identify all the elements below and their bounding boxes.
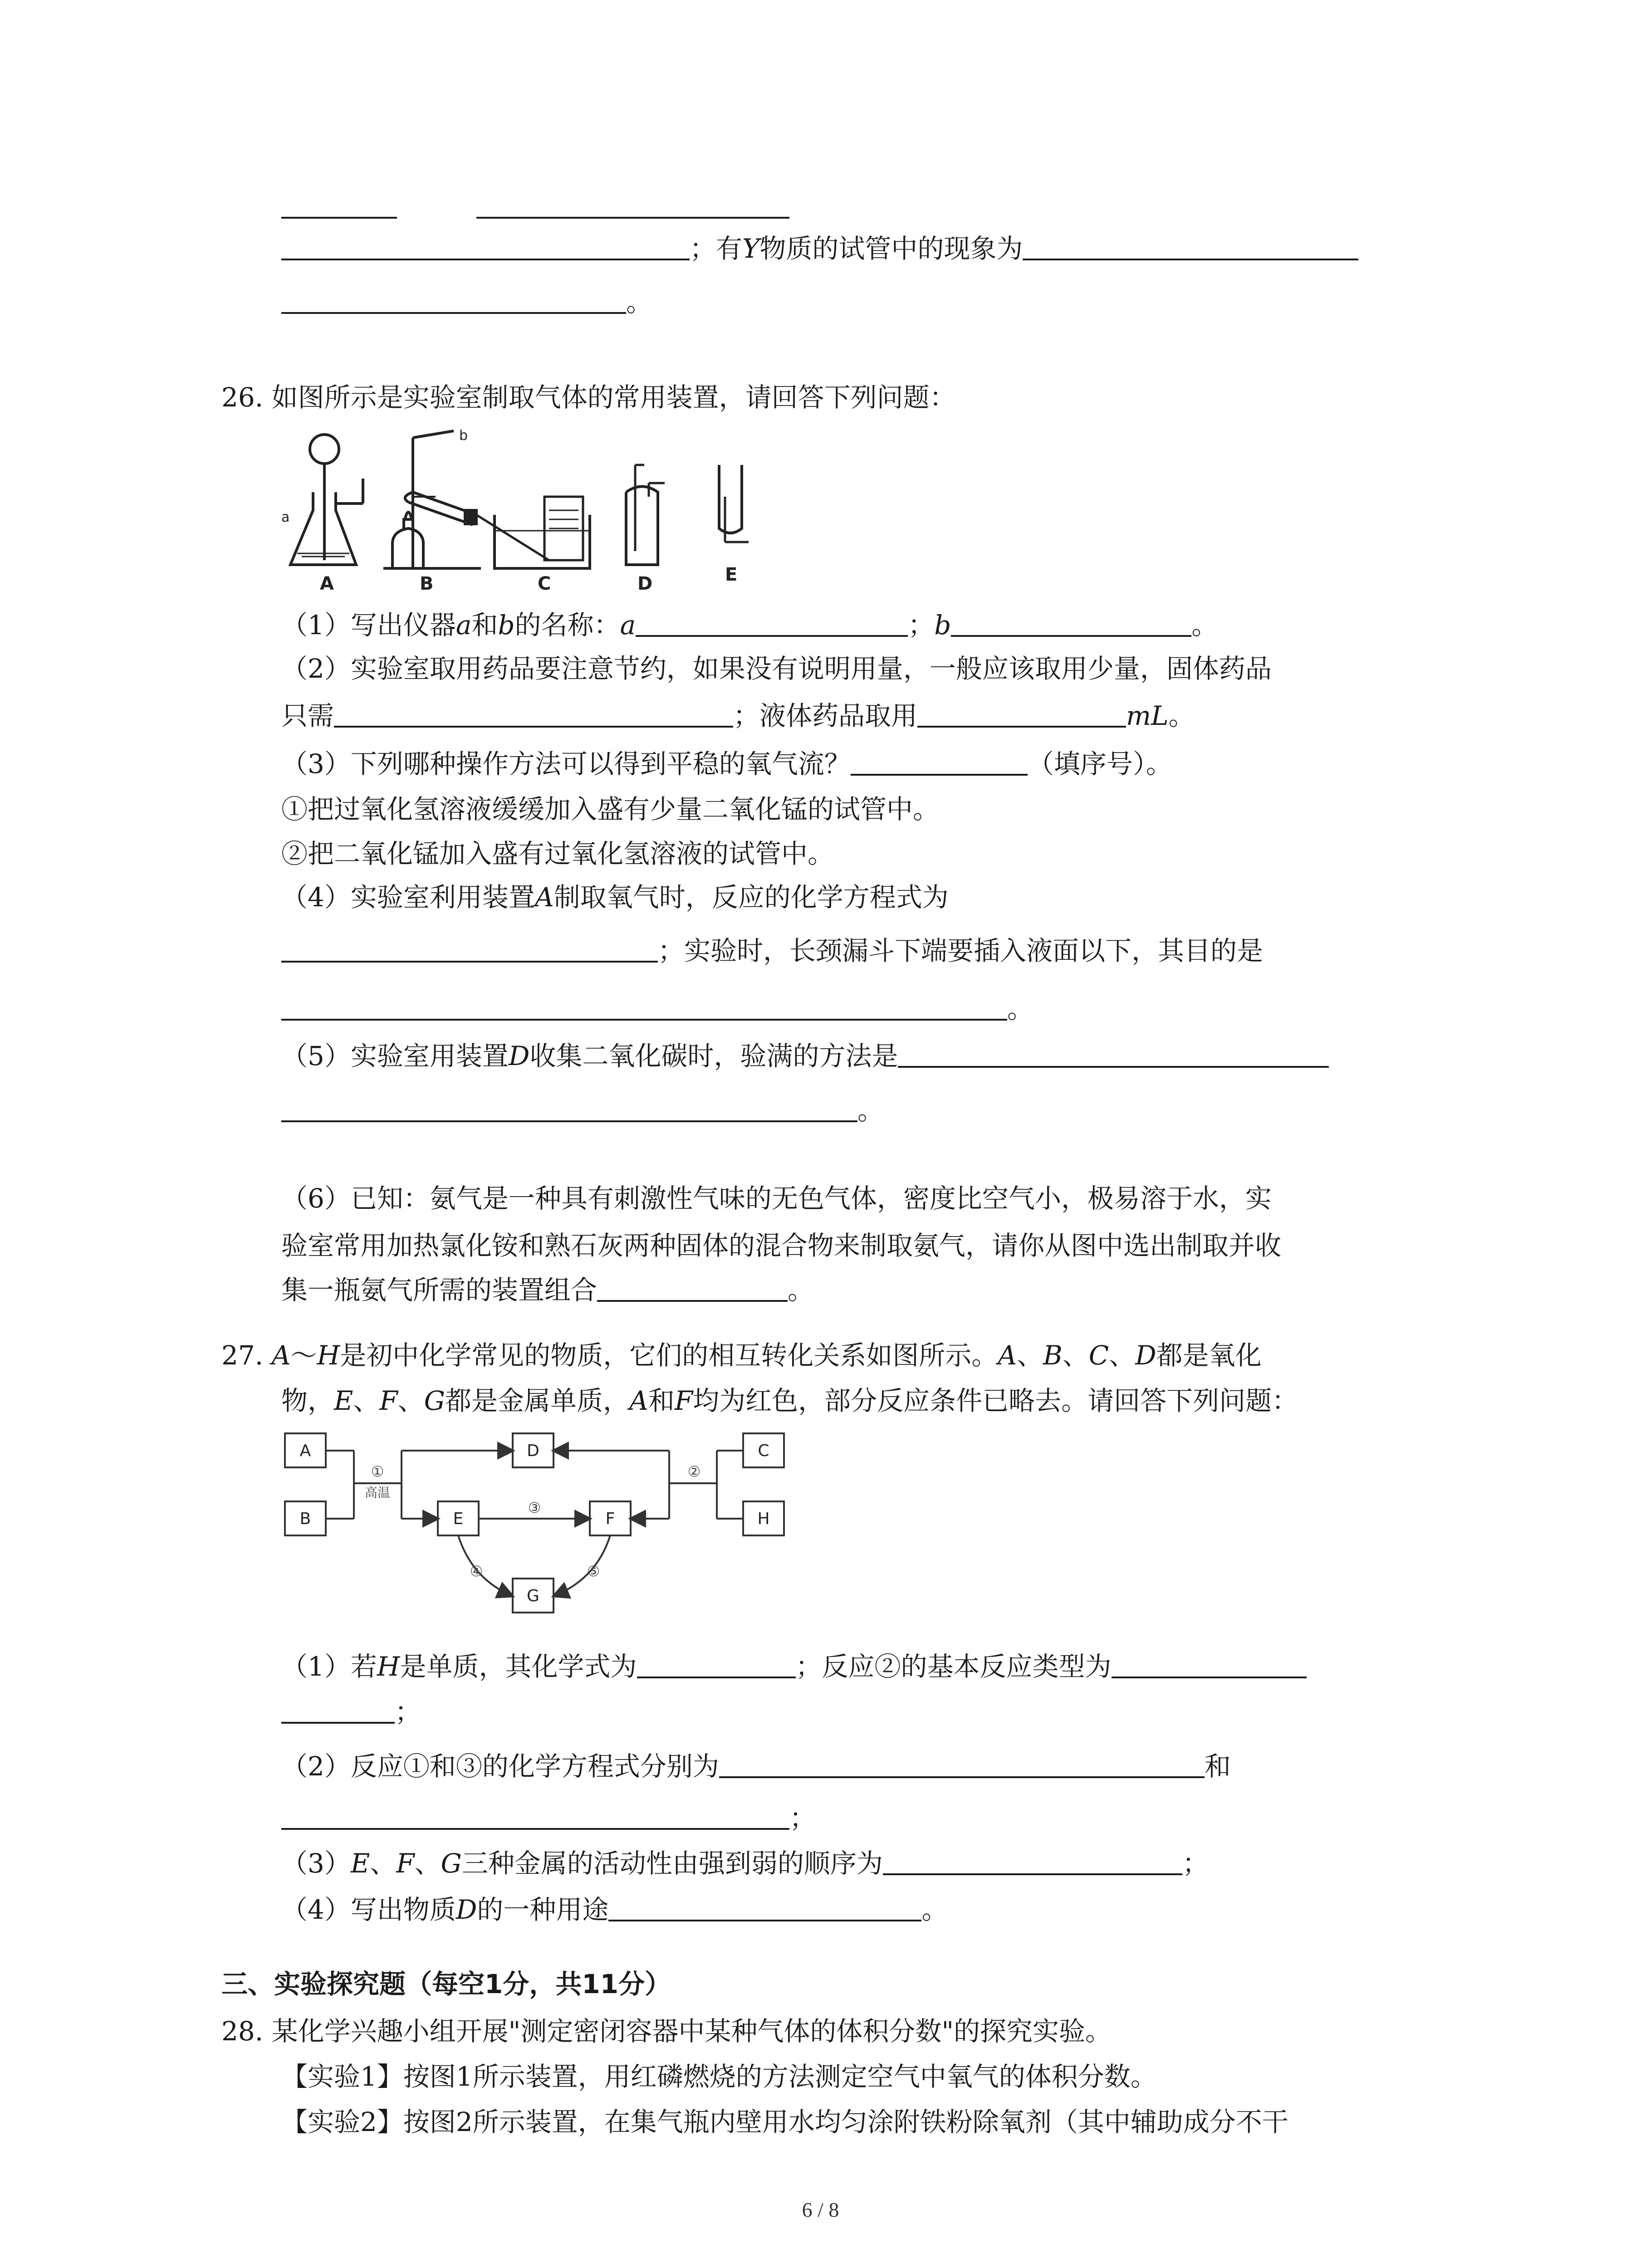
figure-label: A	[320, 573, 334, 592]
q26-part6-line2: 验室常用加热氯化铵和熟石灰两种固体的混合物来制取氨气，请你从图中选出制取并收	[281, 1230, 1282, 1261]
edge-label: ④	[470, 1563, 483, 1580]
answer-blank[interactable]	[281, 1801, 789, 1830]
q27-part4: （4）写出物质D的一种用途 。	[281, 1892, 948, 1927]
edge-label: ①	[371, 1463, 384, 1480]
q28-line3: 【实验2】按图2所示装置，在集气瓶内壁用水均匀涂附铁粉除氧剂（其中辅助成分不干	[281, 2107, 1288, 2137]
figure-label: C	[538, 573, 551, 592]
text: 。	[626, 287, 653, 318]
answer-blank[interactable]	[951, 608, 1191, 637]
q28-line2: 【实验1】按图1所示装置，用红磷燃烧的方法测定空气中氧气的体积分数。	[281, 2061, 1157, 2092]
answer-blank[interactable]	[608, 1892, 921, 1921]
edge-label: 高温	[364, 1485, 391, 1500]
q27-part1-line1: （1）若H是单质，其化学式为 ；反应②的基本反应类型为	[281, 1649, 1307, 1684]
q26-option1: ①把过氧化氢溶液缓缓加入盛有少量二氧化锰的试管中。	[281, 794, 940, 825]
answer-blank[interactable]	[281, 231, 690, 260]
q26-part2-line2: 只需 ；液体药品取用 mL。	[281, 699, 1195, 733]
node-E: E	[453, 1510, 464, 1528]
q27-stem-line1: 27. A～H是初中化学常见的物质，它们的相互转化关系如图所示。A、B、C、D都是氧化	[221, 1340, 1262, 1371]
answer-blank[interactable]	[636, 608, 908, 637]
edge-label: ③	[528, 1499, 541, 1516]
figure-small-label: b	[459, 428, 468, 444]
q26-part1: （1）写出仪器a和b的名称：a ；b 。	[281, 608, 1218, 642]
node-H: H	[757, 1510, 770, 1528]
node-B: B	[299, 1510, 311, 1528]
answer-blank[interactable]	[917, 699, 1126, 728]
node-D: D	[527, 1442, 539, 1460]
q27-part3: （3）E、F、G三种金属的活动性由强到弱的顺序为 ；	[281, 1846, 1209, 1881]
page-number: 6 / 8	[802, 2198, 839, 2221]
q26-stem: 26. 如图所示是实验室制取气体的常用装置，请回答下列问题：	[221, 382, 956, 413]
answer-blank[interactable]	[334, 699, 733, 728]
q26-part5-line2: 。	[281, 1093, 884, 1128]
node-A: A	[299, 1442, 311, 1460]
q27-part1-line2: ；	[281, 1695, 421, 1729]
answer-blank[interactable]	[597, 1273, 788, 1302]
q25-line3	[281, 285, 652, 319]
figure-label: B	[420, 573, 434, 592]
answer-blank[interactable]	[637, 1649, 796, 1678]
q27-stem-line2: 物，E、F、G都是金属单质，A和F均为红色，部分反应条件已略去。请回答下列问题：	[281, 1385, 1298, 1416]
node-C: C	[758, 1442, 769, 1460]
figure-label: E	[725, 564, 738, 585]
q26-part5-line1: （5）实验室用装置D收集二氧化碳时，验满的方法是	[281, 1039, 1329, 1073]
apparatus-figure	[277, 424, 798, 592]
q26-part4-line3: 。	[281, 992, 1034, 1026]
answer-blank[interactable]	[281, 1695, 395, 1724]
answer-blank[interactable]	[851, 747, 1028, 776]
q27-part2-line1: （2）反应①和③的化学方程式分别为 和	[281, 1749, 1231, 1784]
answer-blank[interactable]	[719, 1749, 1205, 1778]
answer-blank[interactable]	[883, 1846, 1182, 1875]
text: 物质的试管中的现象为	[759, 233, 1023, 264]
answer-blank[interactable]	[281, 1093, 857, 1122]
answer-blank[interactable]	[898, 1039, 1329, 1068]
q26-part6-line1: （6）已知：氨气是一种具有刺激性气味的无色气体，密度比空气小，极易溶于水，实	[281, 1183, 1272, 1214]
edge-label: ②	[687, 1463, 701, 1480]
var: Y	[742, 233, 760, 264]
figure-small-label: a	[281, 509, 290, 525]
answer-blank[interactable]	[1112, 1649, 1307, 1678]
q26-part2-line1: （2）实验室取用药品要注意节约，如果没有说明用量，一般应该取用少量，固体药品	[281, 653, 1272, 684]
q26-option2: ②把二氧化锰加入盛有过氧化氢溶液的试管中。	[281, 838, 834, 869]
answer-blank[interactable]	[476, 217, 789, 219]
section-heading: 三、实验探究题（每空1分，共11分）	[221, 1969, 671, 1999]
conversion-diagram	[281, 1429, 794, 1647]
q26-part4-line2: ；实验时，长颈漏斗下端要插入液面以下，其目的是	[281, 934, 1263, 968]
node-G: G	[527, 1587, 539, 1605]
answer-blank[interactable]	[1023, 231, 1358, 260]
answer-blank[interactable]	[281, 217, 397, 219]
q28-line1: 28. 某化学兴趣小组开展"测定密闭容器中某种气体的体积分数"的探究实验。	[221, 2016, 1112, 2047]
q26-part3: （3）下列哪种操作方法可以得到平稳的氧气流？ （填序号）。	[281, 747, 1172, 781]
answer-blank[interactable]	[281, 934, 658, 963]
q27-part2-line2: ；	[281, 1801, 816, 1835]
q26-part6-line3: 集一瓶氨气所需的装置组合 。	[281, 1273, 814, 1307]
edge-label: ⑤	[587, 1563, 600, 1580]
figure-label: D	[637, 573, 653, 592]
q25-line2	[281, 231, 1358, 266]
q26-part4-line1: （4）实验室利用装置A制取氧气时，反应的化学方程式为	[281, 882, 949, 913]
text: ；有	[690, 233, 743, 264]
answer-blank[interactable]	[281, 992, 1007, 1021]
node-F: F	[605, 1510, 615, 1528]
answer-blank[interactable]	[281, 285, 626, 314]
